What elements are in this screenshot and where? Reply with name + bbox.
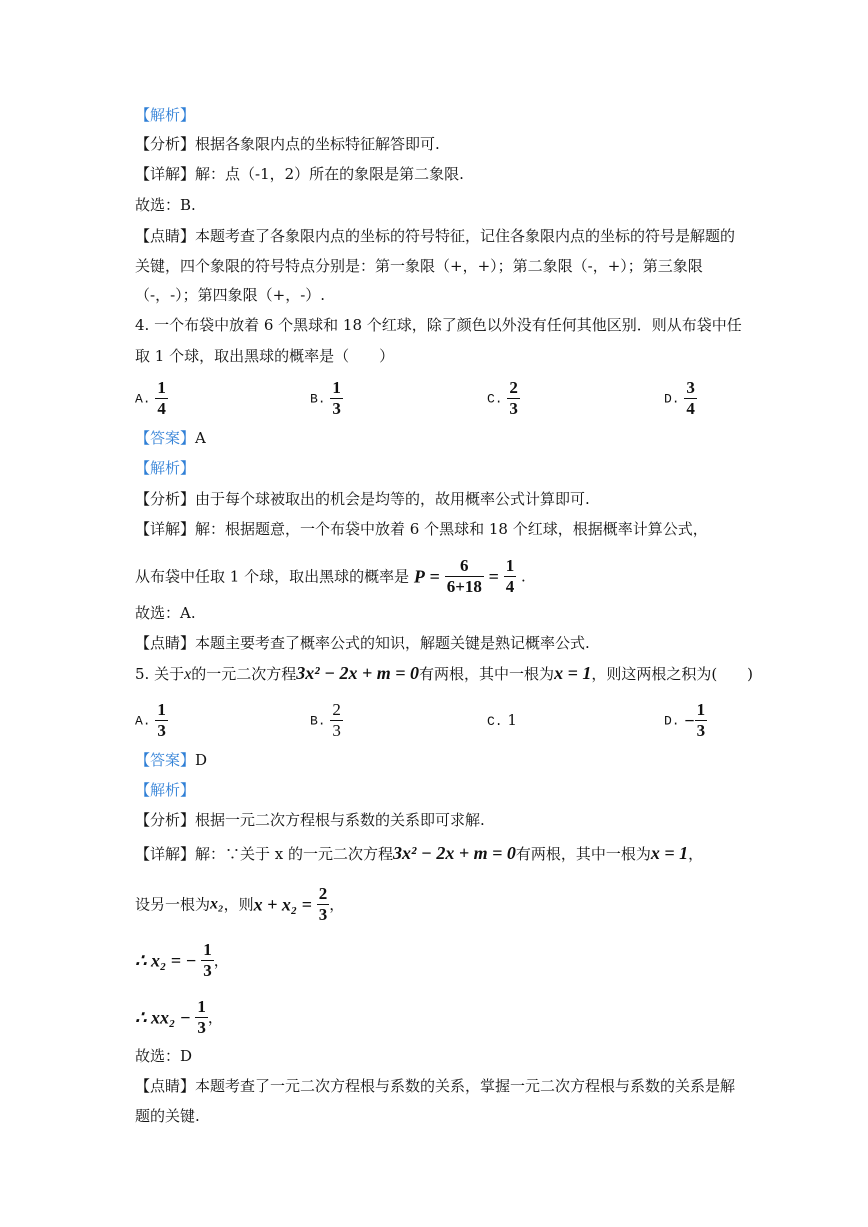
comment-line <box>135 225 735 247</box>
analysis-tag: 【分析】 <box>135 135 196 153</box>
q5-answer-line: 【答案】D <box>135 751 208 769</box>
q5-comment-line: 【点睛】本题考查了一元二次方程根与系数的关系，掌握一元二次方程根与系数的关系是解 <box>135 1077 736 1095</box>
analysis-heading: 【解析】 <box>135 106 196 124</box>
detail-line <box>135 163 464 185</box>
q5-comment-line-2: 题的关键. <box>135 1107 200 1125</box>
q4-option-c: C. $\frac{2}{3}$ <box>487 378 518 418</box>
q5-detail-line: 【详解】解：∵关于 x 的一元二次方程3x² − 2x + m = 0有两根，其中一根为x = 1， <box>135 843 704 863</box>
comment-tag: 【点睛】 <box>135 227 196 245</box>
q4-analysis-line: 【分析】由于每个球被取出的机会是均等的，故用概率公式计算即可. <box>135 490 590 508</box>
detail-text: 解：点（-1，2）所在的象限是第二象限. <box>195 165 464 183</box>
question-4-stem: 4. 一个布袋中放着 6 个黑球和 18 个红球，除了颜色以外没有任何其他区别．则从布袋中任 <box>135 316 742 334</box>
q4-comment-line: 【点睛】本题主要考查了概率公式的知识，解题关键是熟记概率公式. <box>135 634 590 652</box>
q5-equation: 3x² − 2x + m = 0 <box>296 663 420 683</box>
q5-option-d: D. − $\frac{1}{3}$ <box>664 700 706 740</box>
choice-line: 故选：B. <box>135 196 196 214</box>
q4-detail-line-2: 从布袋中任取 1 个球，取出黑球的概率是 P = $\frac{6}{6+18}$ = $\frac{1}{4}$ . <box>135 556 526 596</box>
q5-analysis-line: 【分析】根据一元二次方程根与系数的关系即可求解. <box>135 811 485 829</box>
prob-symbol: P <box>413 566 425 587</box>
detail-tag: 【详解】 <box>135 165 196 183</box>
q5-choice-line: 故选：D <box>135 1047 193 1065</box>
answer-value: A <box>195 429 206 447</box>
analysis-line <box>135 133 440 155</box>
q4-choice-line: 故选：A. <box>135 604 196 622</box>
q5-analysis-heading: 【解析】 <box>135 781 196 799</box>
q4-option-a: A. $\frac{1}{4}$ <box>135 378 166 418</box>
q4-detail-line: 【详解】解：根据题意，一个布袋中放着 6 个黑球和 18 个红球，根据概率计算公式， <box>135 520 708 538</box>
analysis-text: 根据各象限内点的坐标特征解答即可. <box>195 135 440 153</box>
q5-root: x = 1 <box>554 663 592 683</box>
comment-text: 本题考查了各象限内点的坐标的符号特征，记住各象限内点的坐标的符号是解题的 <box>195 227 736 245</box>
question-4-stem-2: 取 1 个球，取出黑球的概率是（ ） <box>135 347 395 365</box>
comment-line-3: （-，-）；第四象限（+，-）. <box>135 286 326 304</box>
q5-option-b: B. $\frac{2}{3}$ <box>310 700 341 740</box>
answer-tag: 【答案】 <box>135 429 196 447</box>
question-5-stem: 5. 关于x的一元二次方程3x² − 2x + m = 0有两根，其中一根为x = 1，则这两根之积为( ) <box>135 663 754 683</box>
q4-option-d: D. $\frac{3}{4}$ <box>664 378 695 418</box>
q5-step-3: ∴ xx₂ − $\frac{1}{3}$ ， <box>135 997 223 1037</box>
q4-option-b: B. $\frac{1}{3}$ <box>310 378 341 418</box>
q4-answer-line <box>135 427 206 449</box>
q5-step-1: 设另一根为x₂，则x + x₂ = $\frac{2}{3}$ ， <box>135 884 345 924</box>
q5-step-2: ∴ x₂ = − $\frac{1}{3}$ ， <box>135 940 229 980</box>
q5-option-c: C. 1 <box>487 711 517 729</box>
q4-analysis-heading: 【解析】 <box>135 459 196 477</box>
comment-line-2: 关键，四个象限的符号特点分别是：第一象限（+，+）；第二象限（-，+）；第三象限 <box>135 257 703 275</box>
q5-option-a: A. $\frac{1}{3}$ <box>135 700 166 740</box>
